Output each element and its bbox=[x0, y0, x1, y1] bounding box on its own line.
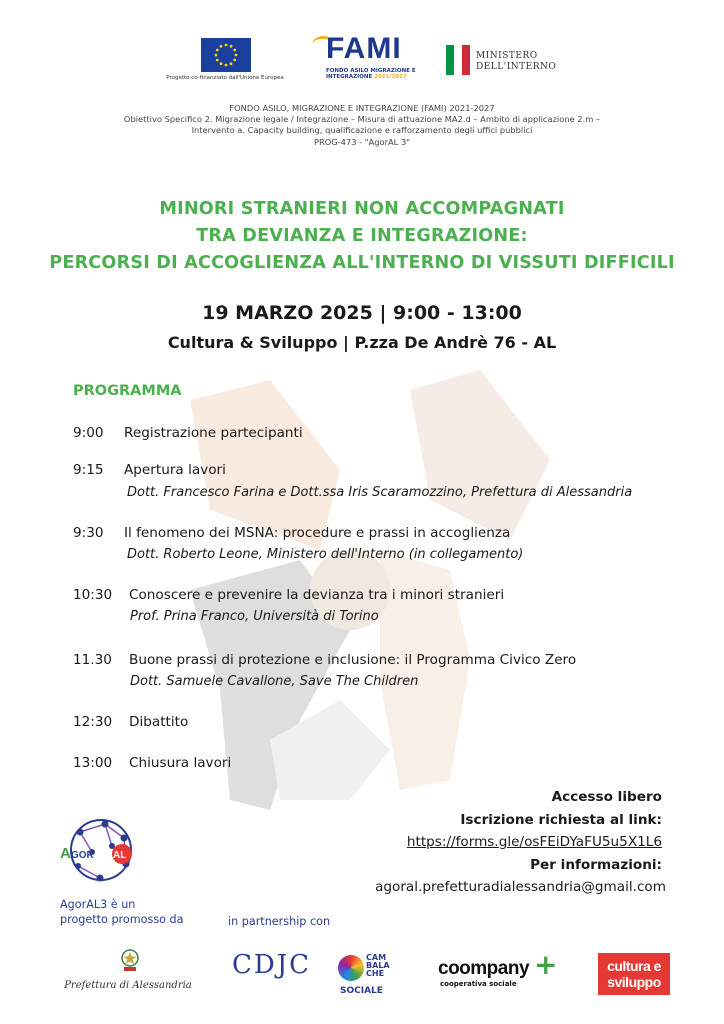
svg-text:GOR: GOR bbox=[71, 850, 94, 861]
eu-flag-logo bbox=[201, 38, 251, 72]
registration-link[interactable]: https://forms.gle/osFEiDYaFU5u5X1L6 bbox=[406, 834, 662, 850]
coompany-subtitle: cooperativa sociale bbox=[440, 980, 517, 988]
programme-item bbox=[73, 587, 505, 624]
flag-red-band bbox=[462, 45, 470, 75]
cultura-logo-line2: sviluppo bbox=[607, 974, 661, 990]
registration-label: Iscrizione richiesta al link: bbox=[460, 811, 662, 828]
title-line2: TRA DEVIANZA E INTEGRAZIONE: bbox=[196, 226, 528, 246]
programme-text: Buone prassi di protezione e inclusione: il Programma Civico Zero bbox=[129, 652, 577, 668]
programme-item bbox=[73, 525, 524, 562]
programme-item bbox=[73, 462, 633, 500]
programme-text: Registrazione partecipanti bbox=[124, 425, 303, 441]
programme-item bbox=[73, 652, 577, 689]
fami-logo-text: FAMI bbox=[326, 32, 402, 65]
access-info bbox=[375, 786, 666, 899]
cultura-logo-line1: cultura e bbox=[607, 958, 661, 974]
partnership-label: in partnership con bbox=[228, 915, 331, 928]
fami-sub-integrazione: INTEGRAZIONE bbox=[326, 74, 373, 80]
prefettura-logo-text: Prefettura di Alessandria bbox=[64, 980, 192, 991]
coompany-plus-icon: + bbox=[534, 948, 558, 981]
event-date-time: 19 MARZO 2025 | 9:00 - 13:00 bbox=[202, 302, 522, 324]
eu-caption: Progetto co-finanziato dall'Unione Europea bbox=[166, 75, 284, 81]
programme-text: Dibattito bbox=[129, 714, 189, 730]
flag-white-band bbox=[454, 45, 462, 75]
eu-stars-icon bbox=[201, 38, 251, 72]
fami-sub-line2 bbox=[326, 74, 426, 80]
fami-years: 2021/2027 bbox=[374, 74, 407, 80]
event-venue: Cultura & Sviluppo | P.zza De Andrè 76 - AL bbox=[167, 333, 557, 352]
programme-item bbox=[73, 425, 303, 441]
coompany-logo-text: coompany bbox=[438, 958, 530, 979]
cdjc-logo: CDJC bbox=[232, 950, 312, 980]
ministry-logo-text bbox=[476, 51, 556, 73]
fund-line2: Obiettivo Specifico 2. Migrazione legale / Integrazione – Misura di attuazione MA2.d – Ambito di applicazione 2.m – bbox=[123, 114, 601, 125]
programme-speaker: Dott. Roberto Leone, Ministero dell'Interno (in collegamento) bbox=[127, 547, 524, 562]
contact-email[interactable]: agoral.prefetturadialessandria@gmail.com bbox=[375, 879, 666, 895]
agoral-note-line1: AgorAL3 è un bbox=[60, 898, 136, 911]
programme-speaker: Dott. Francesco Farina e Dott.ssa Iris Scaramozzino, Prefettura di Alessandria bbox=[127, 485, 633, 500]
agoral-logo-text: A bbox=[60, 845, 71, 862]
agoral-note-line2: progetto promosso da bbox=[60, 913, 184, 926]
fund-line1: FONDO ASILO, MIGRAZIONE E INTEGRAZIONE (FAMI) 2021-2027 bbox=[229, 103, 495, 113]
programme-time: 9:00 bbox=[73, 425, 104, 441]
programme-item bbox=[73, 755, 232, 771]
cambalache-logo-icon bbox=[338, 955, 364, 981]
title-line1: MINORI STRANIERI NON ACCOMPAGNATI bbox=[159, 199, 565, 219]
programme-time: 13:00 bbox=[73, 755, 113, 771]
fund-line4: PROG-473 - "AgorAL 3" bbox=[313, 136, 411, 147]
programme-time: 12:30 bbox=[73, 714, 113, 730]
ministry-line2: DELL'INTERNO bbox=[476, 62, 557, 72]
programme-text: Apertura lavori bbox=[124, 462, 226, 478]
fund-line3: Intervento a. Capacity building, qualificazione e rafforzamento degli uffici pubblici bbox=[191, 125, 533, 136]
programme-text: Chiusura lavori bbox=[129, 755, 232, 771]
programme-text: Conoscere e prevenire la devianza tra i minori stranieri bbox=[129, 587, 505, 603]
fund-description bbox=[60, 103, 664, 148]
fami-logo-subtitle bbox=[326, 68, 426, 80]
cambalache-line3: CHE bbox=[366, 969, 385, 978]
programme-item bbox=[73, 714, 189, 730]
cambalache-logo-text bbox=[366, 954, 390, 978]
programme-time: 10:30 bbox=[73, 587, 113, 603]
flag-green-band bbox=[446, 45, 454, 75]
programme-time: 11.30 bbox=[73, 652, 112, 668]
cambalache-line2: BALA bbox=[366, 961, 390, 970]
agoral-logo bbox=[60, 812, 142, 892]
programme-heading: PROGRAMMA bbox=[73, 383, 182, 399]
programme-speaker: Prof. Prina Franco, Università di Torino bbox=[130, 609, 379, 624]
programme-text: Il fenomeno dei MSNA: procedure e prassi in accoglienza bbox=[124, 525, 511, 541]
italian-flag-logo bbox=[446, 45, 470, 75]
cambalache-line1: CAM bbox=[366, 953, 387, 962]
prefettura-emblem-icon bbox=[58, 948, 198, 1008]
agoral-note bbox=[60, 897, 184, 927]
programme-time: 9:30 bbox=[73, 525, 104, 541]
cambalache-sociale-text: SOCIALE bbox=[340, 986, 383, 996]
info-label: Per informazioni: bbox=[530, 856, 662, 873]
event-title bbox=[20, 196, 704, 277]
cultura-e-sviluppo-logo bbox=[598, 953, 670, 995]
ministry-line1: MINISTERO bbox=[476, 51, 538, 61]
free-access-label: Accesso libero bbox=[551, 789, 662, 805]
programme-speaker: Dott. Samuele Cavallone, Save The Children bbox=[130, 674, 419, 689]
fami-sub-line1: FONDO ASILO MIGRAZIONE E bbox=[326, 68, 416, 74]
svg-text:AL: AL bbox=[113, 850, 127, 861]
title-line3: PERCORSI DI ACCOGLIENZA ALL'INTERNO DI VISSUTI DIFFICILI bbox=[49, 253, 675, 273]
programme-time: 9:15 bbox=[73, 462, 104, 478]
